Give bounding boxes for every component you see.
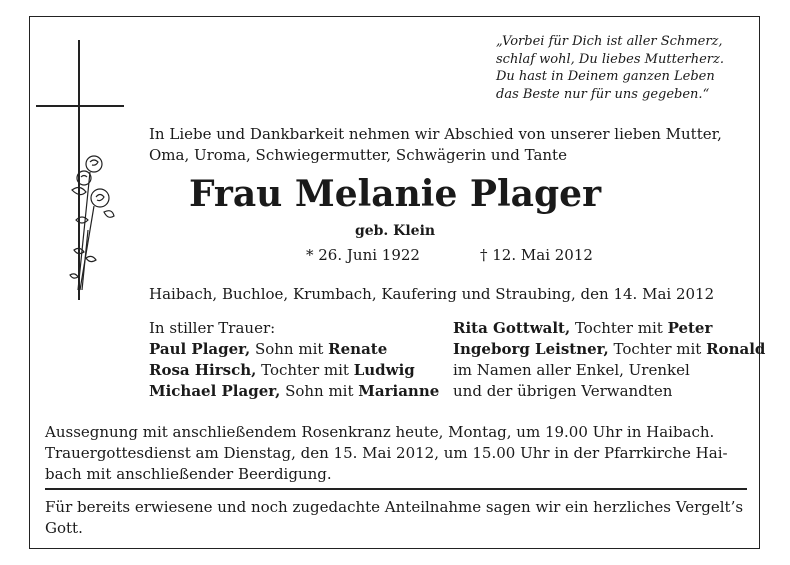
thanks-text bbox=[45, 497, 747, 539]
mourners-right-column bbox=[453, 318, 765, 402]
mourner-relation: Sohn mit bbox=[250, 340, 329, 358]
mourner-name: Rita Gottwalt, bbox=[453, 319, 571, 337]
intro-text bbox=[149, 124, 759, 166]
mourner-partner: Peter bbox=[667, 319, 713, 337]
mourner-relation: Tochter mit bbox=[570, 319, 668, 337]
places-and-date: Haibach, Buchloe, Krumbach, Kaufering und Straubing, den 14. Mai 2012 bbox=[149, 285, 715, 303]
death-date: † 12. Mai 2012 bbox=[480, 246, 593, 264]
mourners-heading: In stiller Trauer: bbox=[149, 319, 276, 337]
mourner-relation: Tochter mit bbox=[256, 361, 354, 379]
quote-line: Du hast in Deinem ganzen Leben bbox=[496, 69, 715, 84]
mourner-partner: Ludwig bbox=[353, 361, 415, 379]
mourner-name: Ingeborg Leistner, bbox=[453, 340, 609, 358]
birth-date: * 26. Juni 1922 bbox=[306, 246, 420, 264]
service-line: Trauergottesdienst am Dienstag, den 15. Mai 2012, um 15.00 Uhr in der Pfarrkirche Hai- bbox=[45, 444, 728, 462]
quote-line: schlaf wohl, Du liebes Mutterherz. bbox=[496, 51, 724, 67]
mourner-name: Rosa Hirsch, bbox=[149, 361, 257, 379]
deceased-name: Frau Melanie Plager bbox=[188, 173, 602, 215]
service-line: bach mit anschließender Beerdigung. bbox=[45, 465, 332, 483]
funeral-service-info bbox=[45, 422, 747, 485]
intro-line: In Liebe und Dankbarkeit nehmen wir Abschied von unserer lieben Mutter, bbox=[149, 125, 722, 143]
thanks-line: Für bereits erwiesene und noch zugedachte Anteilnahme sagen wir ein herzliches Vergelt’s bbox=[45, 498, 744, 516]
mourner-entry bbox=[453, 339, 765, 360]
mourner-entry bbox=[149, 381, 439, 402]
mourner-entry bbox=[453, 318, 765, 339]
mourners-family-line: und der übrigen Verwandten bbox=[453, 382, 673, 400]
mourner-partner: Marianne bbox=[358, 382, 440, 400]
quote-line: das Beste nur für uns gegeben.“ bbox=[496, 86, 710, 102]
mourner-relation: Sohn mit bbox=[280, 382, 359, 400]
service-line: Aussegnung mit anschließendem Rosenkranz heute, Montag, um 19.00 Uhr in Haibach. bbox=[45, 423, 715, 441]
mourner-entry bbox=[149, 360, 439, 381]
thanks-line: Gott. bbox=[45, 519, 83, 537]
mourner-partner: Ronald bbox=[706, 340, 766, 358]
mourners-left-column bbox=[149, 318, 439, 402]
mourner-entry bbox=[149, 339, 439, 360]
mourner-partner: Renate bbox=[328, 340, 388, 358]
maiden-name: geb. Klein bbox=[354, 223, 436, 239]
mourners-family-line: im Namen aller Enkel, Urenkel bbox=[453, 361, 690, 379]
mourner-name: Michael Plager, bbox=[149, 382, 281, 400]
mourner-relation: Tochter mit bbox=[608, 340, 707, 358]
divider bbox=[45, 488, 747, 490]
mourner-name: Paul Plager, bbox=[149, 340, 251, 358]
cross-horizontal-bar bbox=[36, 105, 124, 107]
intro-line: Oma, Uroma, Schwiegermutter, Schwägerin und Tante bbox=[149, 146, 567, 164]
quote-line: „Vorbei für Dich ist aller Schmerz, bbox=[496, 34, 723, 49]
epitaph-quote bbox=[496, 33, 766, 103]
